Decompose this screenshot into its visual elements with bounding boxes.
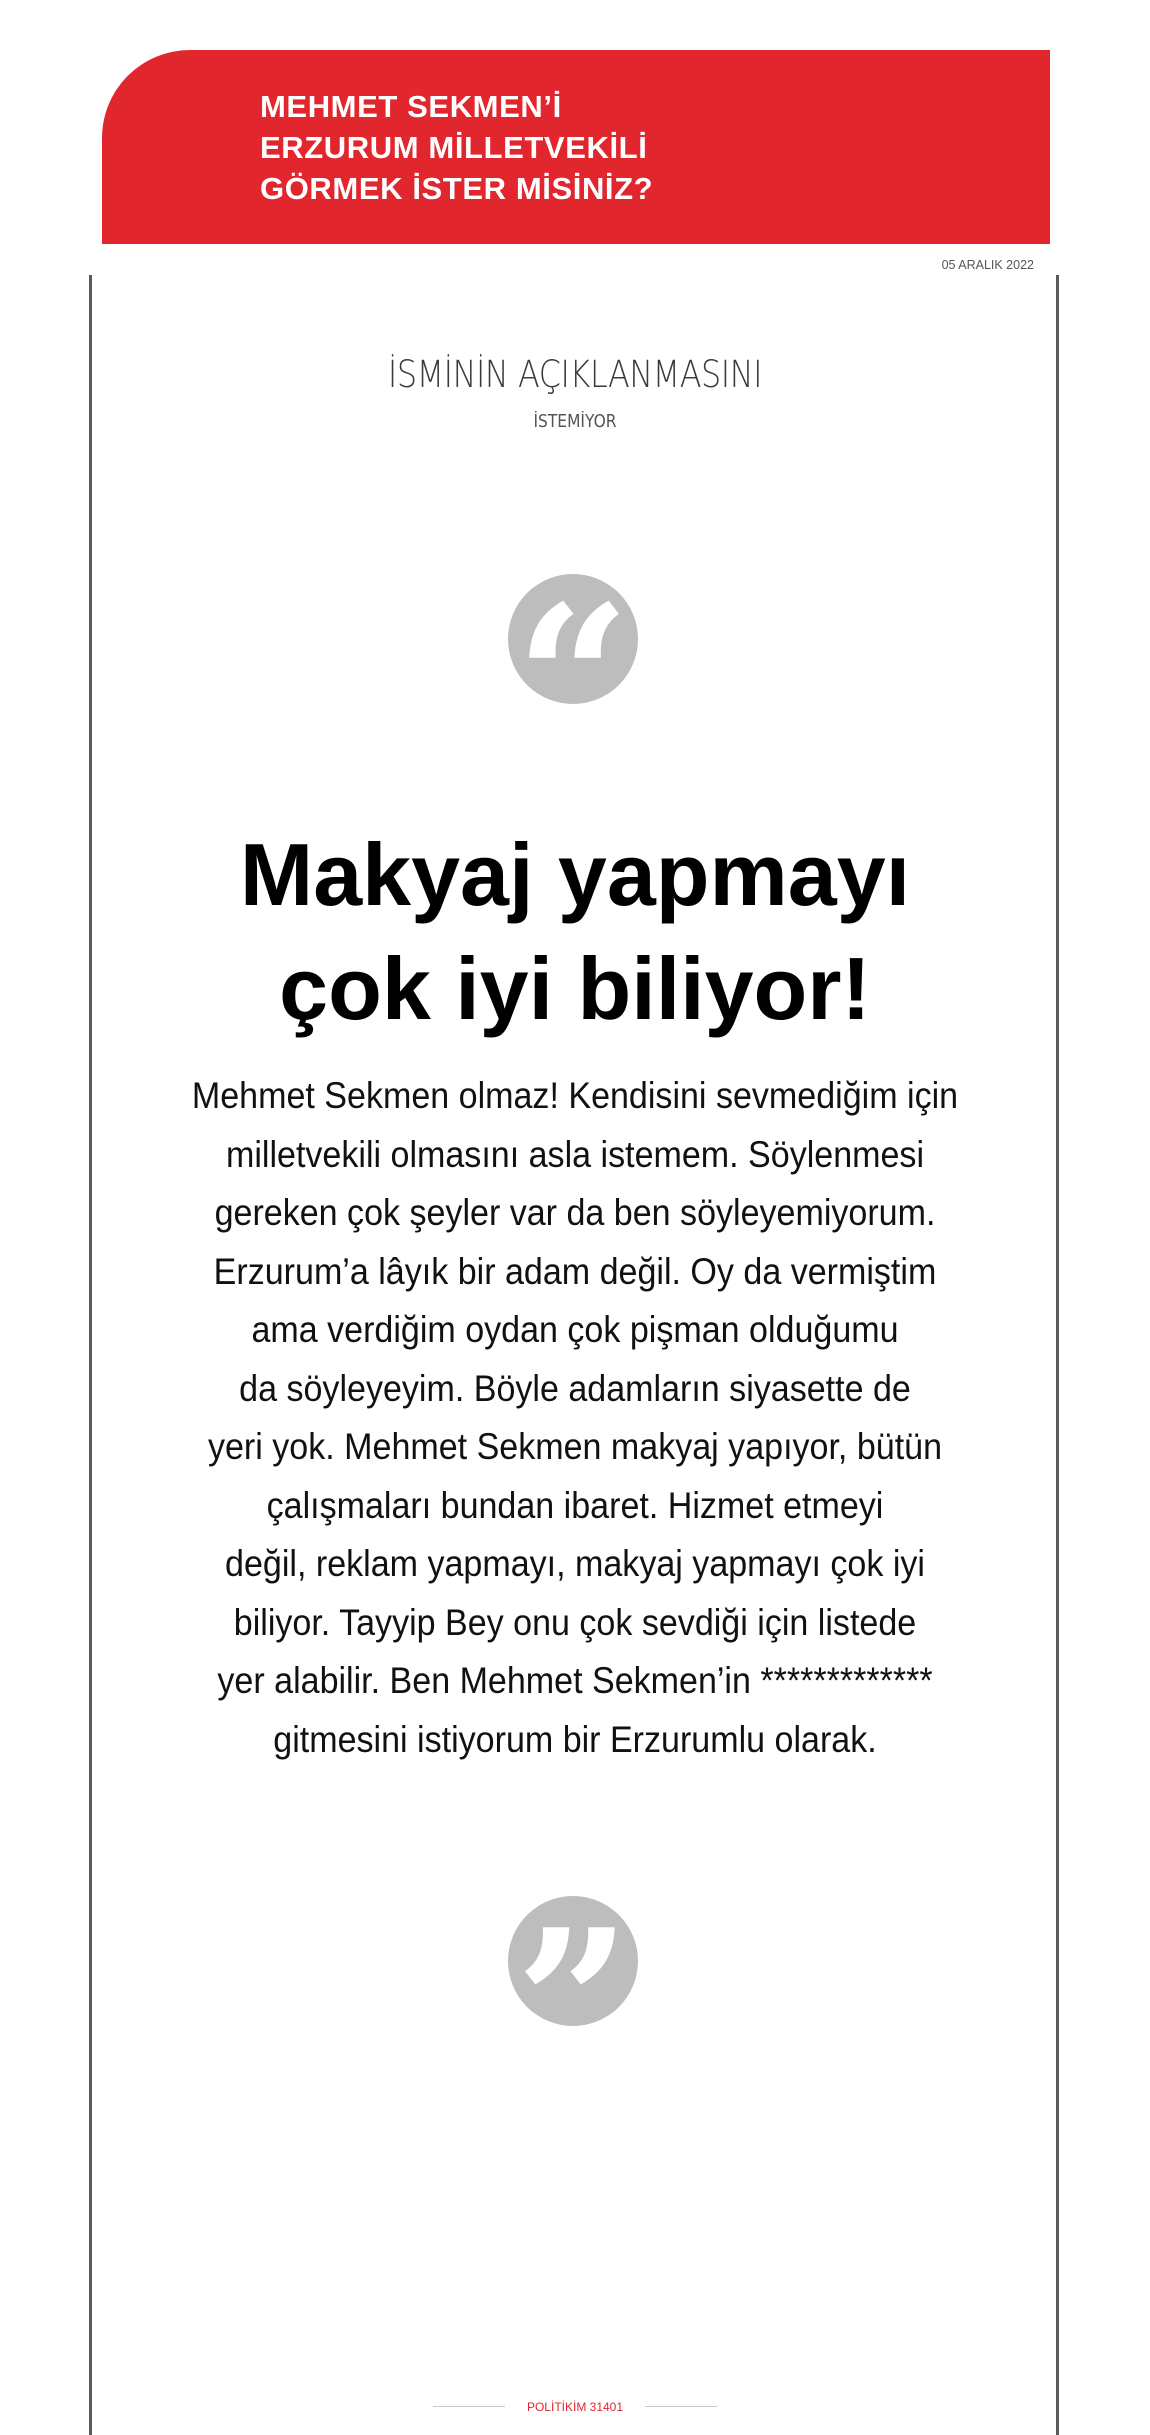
header-title-line-3: GÖRMEK İSTER MİSİNİZ? — [260, 171, 654, 206]
quote-body — [46, 1067, 1104, 1769]
headline-line-1: Makyaj yapmayı — [239, 825, 911, 924]
body-line: değil, reklam yapmayı, makyaj yapmayı çok iyi — [225, 1543, 925, 1584]
body-line: çalışmaları bundan ibaret. Hizmet etmeyi — [266, 1484, 884, 1526]
header-title-line-1: MEHMET SEKMEN’İ — [260, 89, 562, 124]
body-line: yeri yok. Mehmet Sekmen makyaj yapıyor, bütün — [207, 1426, 943, 1467]
body-line: Mehmet Sekmen olmaz! Kendisini sevmediğim için — [191, 1075, 959, 1116]
body-line: biliyor. Tayyip Bey onu çok sevdiği için listede — [233, 1601, 917, 1643]
body-line: milletvekili olmasını asla istemem. Söylenmesi — [225, 1133, 925, 1175]
headline — [0, 818, 1150, 1046]
body-line: ama verdiğim oydan çok pişman olduğumu — [251, 1309, 899, 1350]
kicker: İSMİNİN AÇIKLANMASINI — [387, 353, 763, 396]
body-line: Erzurum’a lâyık bir adam değil. Oy da vermiştim — [213, 1250, 937, 1292]
body-line: yer alabilir. Ben Mehmet Sekmen’in ************* — [217, 1660, 933, 1701]
publication-date: 05 ARALIK 2022 — [941, 258, 1034, 272]
body-line: gitmesini istiyorum bir Erzurumlu olarak. — [273, 1718, 877, 1760]
close-quote-glyph: ” — [515, 1896, 631, 2026]
body-line: da söyleyeyim. Böyle adamların siyasette de — [239, 1367, 911, 1409]
open-quote-glyph: “ — [515, 574, 631, 704]
headline-line-2: çok iyi biliyor! — [279, 939, 871, 1038]
sub-kicker: İSTEMİYOR — [533, 411, 617, 432]
footer-rule-right — [645, 2406, 717, 2407]
footer-label: POLİTİKİM 31401 — [526, 2399, 624, 2414]
footer-rule-left — [433, 2406, 505, 2407]
header-title-line-2: ERZURUM MİLLETVEKİLİ — [260, 130, 648, 165]
footer — [0, 2398, 1150, 2416]
header-banner — [102, 50, 1050, 244]
open-quote-icon — [508, 574, 638, 704]
body-line: gereken çok şeyler var da ben söyleyemiyorum. — [214, 1192, 936, 1233]
close-quote-icon — [508, 1896, 638, 2026]
